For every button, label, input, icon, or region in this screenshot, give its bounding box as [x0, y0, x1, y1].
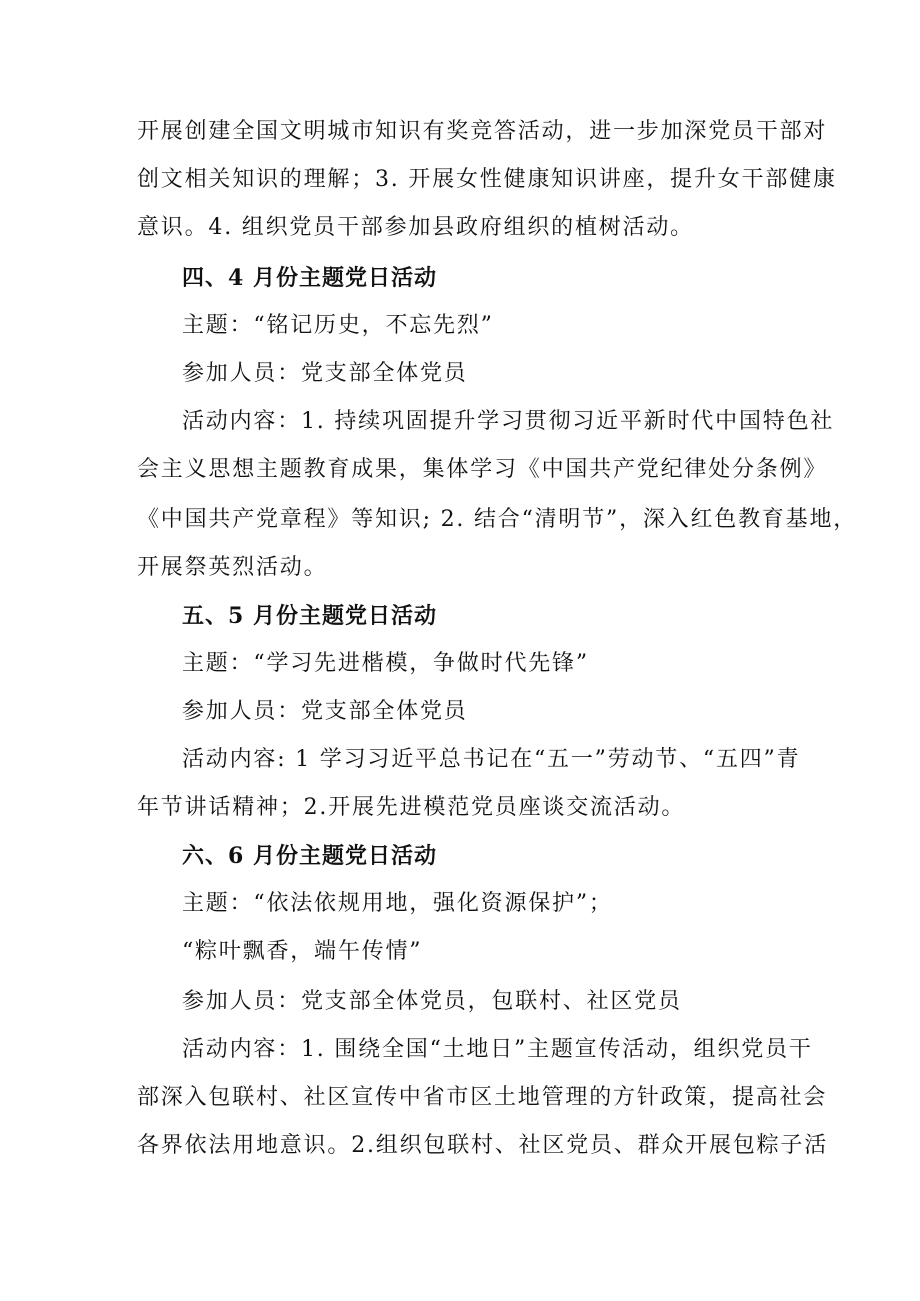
activity-line: 活动内容：1. 持续巩固提升学习贯彻习近平新时代中国特色社: [182, 409, 835, 434]
paragraph-line: 开展创建全国文明城市知识有奖竞答活动，进一步加深党员干部对: [137, 119, 828, 144]
participants-line: 参加人员：党支部全体党员，包联村、社区党员: [182, 989, 682, 1014]
paragraph-line: 部深入包联村、社区宣传中省市区土地管理的方针政策，提高社会: [137, 1085, 828, 1110]
paragraph-line: 各界依法用地意识。2.组织包联村、社区党员、群众开展包粽子活: [137, 1133, 828, 1158]
paragraph-line: 开展祭英烈活动。: [137, 555, 328, 580]
section-heading-april: 四、4 月份主题党日活动: [182, 265, 437, 291]
activity-line: 活动内容: 1 学习习近平总书记在“五一”劳动节、“五四”青: [182, 747, 801, 772]
participants-line: 参加人员：党支部全体党员: [182, 699, 468, 724]
section-heading-may: 五、5 月份主题党日活动: [182, 603, 437, 629]
participants-line: 参加人员：党支部全体党员: [182, 361, 468, 386]
paragraph-line: 意识。4. 组织党员干部参加县政府组织的植树活动。: [137, 215, 694, 240]
paragraph-line: 《中国共产党章程》等知识; 2. 结合“清明节”，深入红色教育基地，: [137, 507, 858, 532]
theme-line: 主题：“依法依规用地，强化资源保护”；: [182, 891, 613, 916]
paragraph-line: 年节讲话精神；2.开展先进模范党员座谈交流活动。: [137, 795, 686, 820]
activity-line: 活动内容：1. 围绕全国“土地日”主题宣传活动，组织党员干: [182, 1037, 813, 1062]
theme-line: 主题：“铭记历史，不忘先烈”: [182, 313, 494, 338]
theme-line-continued: “粽叶飘香，端午传情”: [182, 939, 423, 964]
paragraph-line: 会主义思想主题教育成果，集体学习《中国共产党纪律处分条例》: [137, 457, 828, 482]
theme-line: 主题：“学习先进楷模，争做时代先锋”: [182, 651, 589, 676]
section-heading-june: 六、6 月份主题党日活动: [182, 843, 437, 869]
paragraph-line: 创文相关知识的理解；3. 开展女性健康知识讲座，提升女干部健康: [137, 167, 837, 192]
